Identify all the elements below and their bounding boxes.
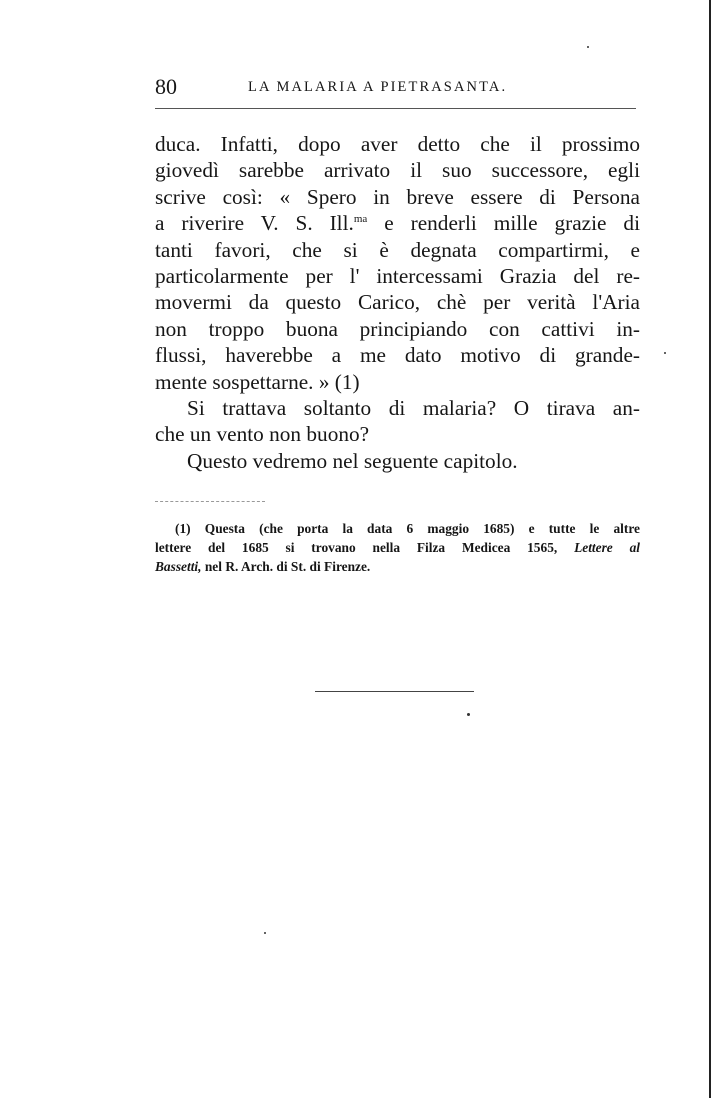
- ink-speck: [467, 713, 470, 716]
- body-text: [155, 131, 640, 474]
- text-line: duca. Infatti, dopo aver detto che il prossimo: [155, 132, 640, 156]
- header-rule: [155, 108, 636, 109]
- text-line: giovedì sarebbe arrivato il suo successore, egli: [155, 158, 640, 183]
- footnote-rule: [155, 501, 265, 502]
- running-title: LA MALARIA A PIETRASANTA.: [248, 79, 508, 95]
- text-line: tanti favori, che si è degnata compartirmi, e: [155, 237, 640, 262]
- text-line: [155, 210, 640, 236]
- ink-speck: [587, 46, 589, 48]
- text-line: che un vento non buono?: [155, 422, 370, 447]
- text-fragment: a riverire V. S. Ill.: [155, 211, 354, 236]
- footnote-fragment: lettere del 1685 si trovano nella Filza Medicea 1565,: [155, 540, 558, 555]
- superscript-ma: ma: [353, 213, 368, 226]
- text-line: movermi da questo Carico, chè per verità l'Aria: [155, 290, 640, 315]
- text-line: mente sospettarne. » (1): [155, 369, 360, 394]
- text-line: particolarmente per l' intercessami Grazia del re-: [155, 264, 640, 289]
- text-line: flussi, haverebbe a me dato motivo di grande-: [155, 343, 640, 368]
- scan-edge-line: [709, 0, 711, 1098]
- text-fragment: e renderli mille grazie di: [367, 211, 640, 236]
- text-line: Questo vedremo nel seguente capitolo.: [187, 448, 518, 473]
- footnote-line: [155, 557, 640, 576]
- page-number: 80: [155, 74, 177, 99]
- footnote-italic: Bassetti,: [155, 559, 202, 574]
- text-line: Si trattava soltanto di malaria? O tirava an-: [187, 396, 640, 421]
- footnote-line: (1) Questa (che porta la data 6 maggio 1685) e tutte le altre: [175, 521, 640, 536]
- end-rule: [315, 691, 474, 692]
- footnote-italic: Lettere al: [574, 540, 640, 555]
- footnote: [155, 519, 640, 576]
- text-line: scrive così: « Spero in breve essere di Persona: [155, 184, 640, 209]
- text-line: non troppo buona principiando con cattivi in-: [155, 316, 640, 341]
- footnote-line: [155, 538, 640, 557]
- footnote-fragment: nel R. Arch. di St. di Firenze.: [201, 559, 371, 574]
- ink-speck: [664, 352, 666, 354]
- ink-speck: [264, 932, 266, 934]
